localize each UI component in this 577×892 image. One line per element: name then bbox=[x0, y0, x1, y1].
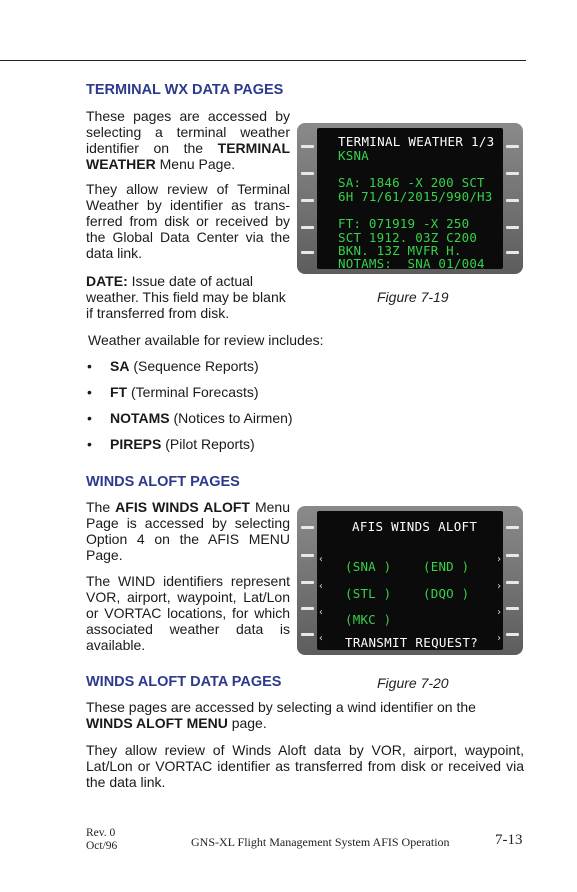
display bbox=[317, 511, 503, 650]
text: (Pilot Reports) bbox=[161, 436, 255, 452]
line-select-key[interactable] bbox=[301, 226, 314, 229]
wind-identifier: (MKC ) bbox=[345, 612, 392, 627]
bold-term: SA bbox=[110, 358, 130, 374]
paragraph-terminal-review: They allow review of Terminal Weather by identifier as trans-ferred from disk or received by the Global Data Center via the data link. bbox=[86, 181, 290, 261]
section-heading-terminal-wx: TERMINAL WX DATA PAGES bbox=[86, 82, 284, 98]
line-select-key[interactable] bbox=[301, 581, 314, 584]
bullet: • bbox=[87, 436, 92, 452]
caret-left-icon: ‹ bbox=[318, 581, 325, 592]
wind-identifier: (SNA ) bbox=[345, 559, 392, 574]
transmit-request-prompt: TRANSMIT REQUEST? bbox=[345, 635, 479, 650]
text: (Sequence Reports) bbox=[129, 358, 259, 374]
bold-term: TERMINAL WEATHER bbox=[86, 140, 290, 172]
screen-line: BKN. 13Z MVFR H. bbox=[338, 243, 462, 258]
text: These pages are accessed by selecting a wind identifier on the bbox=[86, 699, 476, 715]
line-select-key[interactable] bbox=[506, 199, 519, 202]
line-select-key[interactable] bbox=[506, 633, 519, 636]
bullet: • bbox=[87, 358, 92, 374]
paragraph-terminal-access bbox=[86, 108, 290, 172]
caret-right-icon: › bbox=[496, 607, 503, 618]
paragraph-winds-data-access bbox=[86, 699, 526, 731]
text: page. bbox=[227, 715, 267, 731]
line-select-key[interactable] bbox=[301, 251, 314, 254]
date-label: DATE: bbox=[86, 273, 128, 289]
section-heading-winds-aloft-data: WINDS ALOFT DATA PAGES bbox=[86, 674, 282, 690]
weather-list bbox=[86, 358, 386, 462]
bold-term: FT bbox=[110, 384, 128, 400]
display bbox=[317, 128, 503, 269]
wind-identifier: (DQO ) bbox=[423, 586, 470, 601]
line-select-key[interactable] bbox=[301, 633, 314, 636]
list-item bbox=[86, 384, 386, 410]
line-select-key[interactable] bbox=[506, 251, 519, 254]
paragraph-wind-identifiers: The WIND identifiers represent VOR, airport, waypoint, Lat/Lon or VORTAC locations, for which associated weather data is available. bbox=[86, 573, 290, 653]
figure-caption: Figure 7-20 bbox=[377, 675, 449, 691]
footer-title: GNS-XL Flight Management System AFIS Operation bbox=[191, 835, 450, 849]
bold-term: WINDS ALOFT MENU bbox=[86, 715, 228, 731]
screen-line: KSNA bbox=[338, 148, 369, 163]
wind-identifier: (STL ) bbox=[345, 586, 392, 601]
line-select-key[interactable] bbox=[301, 145, 314, 148]
caret-right-icon: › bbox=[496, 581, 503, 592]
text: (Terminal Forecasts) bbox=[127, 384, 259, 400]
line-select-key[interactable] bbox=[301, 526, 314, 529]
screen-line: SA: 1846 -X 200 SCT bbox=[338, 175, 485, 190]
caret-left-icon: ‹ bbox=[318, 607, 325, 618]
bullet: • bbox=[87, 410, 92, 426]
screen-line: FT: 071919 -X 250 bbox=[338, 216, 470, 231]
section-heading-winds-aloft: WINDS ALOFT PAGES bbox=[86, 474, 240, 490]
paragraph-weather-available: Weather available for review includes: bbox=[88, 332, 324, 348]
line-select-key[interactable] bbox=[506, 554, 519, 557]
list-item bbox=[86, 436, 386, 462]
line-select-key[interactable] bbox=[301, 199, 314, 202]
cdu-screen-winds-aloft bbox=[297, 506, 523, 655]
header-rule bbox=[0, 60, 526, 61]
list-item bbox=[86, 410, 386, 436]
text: Issue date of actual weather. This field may be blank if transferred from disk. bbox=[86, 273, 286, 321]
wind-identifier: (END ) bbox=[423, 559, 470, 574]
text: These pages are accessed by selecting a terminal weather identifier on the bbox=[86, 108, 290, 156]
screen-line: 6H 71/61/2015/990/H3 bbox=[338, 189, 493, 204]
revision-date: Oct/96 bbox=[86, 840, 118, 852]
screen-line: SCT 1912. 03Z C200 bbox=[338, 230, 478, 245]
line-select-key[interactable] bbox=[506, 172, 519, 175]
text: The bbox=[86, 499, 116, 515]
caret-left-icon: ‹ bbox=[318, 554, 325, 565]
revision-info bbox=[86, 827, 117, 853]
text: (Notices to Airmen) bbox=[169, 410, 293, 426]
paragraph-winds-data-review: They allow review of Winds Aloft data by VOR, airport, waypoint, Lat/Lon or VORTAC identifier as transferred from disk or received via the data link. bbox=[86, 742, 524, 790]
line-select-key[interactable] bbox=[506, 581, 519, 584]
figure-caption: Figure 7-19 bbox=[377, 289, 449, 305]
line-select-key[interactable] bbox=[506, 145, 519, 148]
line-select-key[interactable] bbox=[506, 607, 519, 610]
list-item bbox=[86, 358, 386, 384]
screen-line: NOTAMS: SNA 01/004 bbox=[338, 256, 485, 271]
bold-term: PIREPS bbox=[110, 436, 162, 452]
bullet: • bbox=[87, 384, 92, 400]
screen-title: AFIS WINDS ALOFT bbox=[352, 519, 478, 534]
paragraph-winds-access bbox=[86, 499, 290, 563]
text: Menu Page is accessed by selecting Option 4 on the AFIS MENU Page. bbox=[86, 499, 290, 563]
caret-left-icon: ‹ bbox=[318, 633, 325, 644]
line-select-key[interactable] bbox=[301, 172, 314, 175]
caret-right-icon: › bbox=[496, 554, 503, 565]
line-select-key[interactable] bbox=[506, 226, 519, 229]
line-select-key[interactable] bbox=[506, 526, 519, 529]
paragraph-date bbox=[86, 273, 294, 321]
line-select-key[interactable] bbox=[301, 554, 314, 557]
caret-right-icon: › bbox=[496, 633, 503, 644]
bold-term: NOTAMS bbox=[110, 410, 170, 426]
screen-title: TERMINAL WEATHER 1/3 bbox=[338, 134, 495, 149]
revision: Rev. 0 bbox=[86, 827, 116, 839]
page-number: 7-13 bbox=[495, 832, 523, 848]
text: Menu Page. bbox=[155, 156, 236, 172]
cdu-screen-terminal-weather bbox=[297, 123, 523, 274]
bold-term: AFIS WINDS ALOFT bbox=[115, 499, 250, 515]
line-select-key[interactable] bbox=[301, 607, 314, 610]
